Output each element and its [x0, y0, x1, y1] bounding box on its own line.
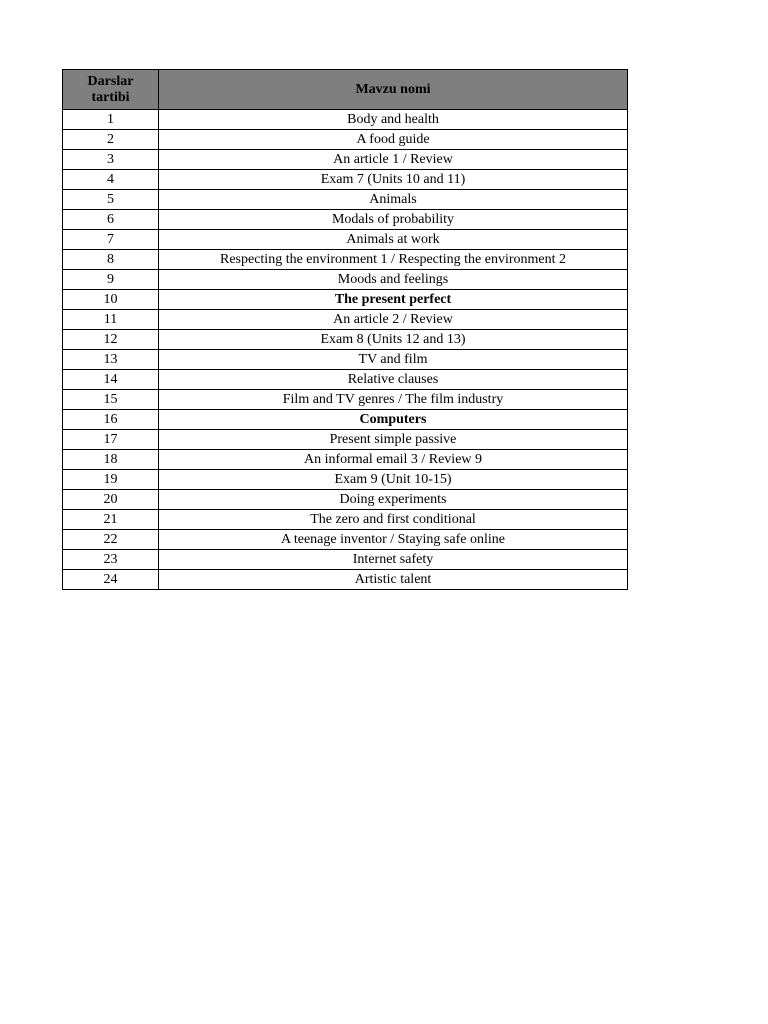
table-row: [63, 370, 628, 390]
table-row: [63, 490, 628, 510]
lesson-topic-cell: The zero and first conditional: [159, 510, 628, 530]
lesson-topic-cell: Internet safety: [159, 550, 628, 570]
lesson-number-cell: 6: [63, 210, 159, 230]
lesson-topic-cell: Film and TV genres / The film industry: [159, 390, 628, 410]
lesson-topic-cell: TV and film: [159, 350, 628, 370]
lesson-number-cell: 8: [63, 250, 159, 270]
lesson-topic-cell: A food guide: [159, 130, 628, 150]
header-topic-name: Mavzu nomi: [159, 70, 628, 110]
table-header: [63, 70, 628, 110]
table-row: [63, 250, 628, 270]
table-row: [63, 210, 628, 230]
lesson-number-cell: 3: [63, 150, 159, 170]
table-body: [63, 110, 628, 590]
lesson-number-cell: 13: [63, 350, 159, 370]
header-row: [63, 70, 628, 110]
lesson-topic-cell: Modals of probability: [159, 210, 628, 230]
lesson-topic-cell: An article 1 / Review: [159, 150, 628, 170]
lesson-topic-cell: Present simple passive: [159, 430, 628, 450]
lesson-number-cell: 16: [63, 410, 159, 430]
lesson-number-cell: 20: [63, 490, 159, 510]
table-row: [63, 410, 628, 430]
lesson-topic-cell: Exam 7 (Units 10 and 11): [159, 170, 628, 190]
lesson-topic-cell: Body and health: [159, 110, 628, 130]
header-lesson-order: [63, 70, 159, 110]
table-row: [63, 150, 628, 170]
table-row: [63, 130, 628, 150]
lesson-topic-cell: Computers: [159, 410, 628, 430]
lesson-number-cell: 19: [63, 470, 159, 490]
table-row: [63, 310, 628, 330]
table-row: [63, 330, 628, 350]
table-row: [63, 270, 628, 290]
table-row: [63, 350, 628, 370]
lesson-number-cell: 5: [63, 190, 159, 210]
lessons-table: [62, 69, 628, 590]
lesson-number-cell: 18: [63, 450, 159, 470]
table-row: [63, 510, 628, 530]
lesson-topic-cell: The present perfect: [159, 290, 628, 310]
table-row: [63, 470, 628, 490]
lesson-number-cell: 9: [63, 270, 159, 290]
lesson-number-cell: 1: [63, 110, 159, 130]
lesson-number-cell: 23: [63, 550, 159, 570]
lesson-number-cell: 14: [63, 370, 159, 390]
lesson-topic-cell: Artistic talent: [159, 570, 628, 590]
lesson-topic-cell: Moods and feelings: [159, 270, 628, 290]
table-row: [63, 230, 628, 250]
header-lesson-order-line1: Darslar: [87, 73, 134, 89]
lesson-number-cell: 4: [63, 170, 159, 190]
table-row: [63, 530, 628, 550]
lesson-number-cell: 24: [63, 570, 159, 590]
lesson-number-cell: 15: [63, 390, 159, 410]
lesson-topic-cell: Animals: [159, 190, 628, 210]
lesson-topic-cell: Exam 8 (Units 12 and 13): [159, 330, 628, 350]
lesson-number-cell: 17: [63, 430, 159, 450]
table-row: [63, 390, 628, 410]
table-row: [63, 450, 628, 470]
lesson-number-cell: 21: [63, 510, 159, 530]
lesson-topic-cell: Respecting the environment 1 / Respecting the environment 2: [159, 250, 628, 270]
lesson-topic-cell: An informal email 3 / Review 9: [159, 450, 628, 470]
lesson-number-cell: 7: [63, 230, 159, 250]
table-row: [63, 570, 628, 590]
table-row: [63, 110, 628, 130]
table-row: [63, 290, 628, 310]
lesson-topic-cell: An article 2 / Review: [159, 310, 628, 330]
lesson-topic-cell: Exam 9 (Unit 10-15): [159, 470, 628, 490]
lesson-number-cell: 22: [63, 530, 159, 550]
lesson-number-cell: 12: [63, 330, 159, 350]
lesson-topic-cell: Animals at work: [159, 230, 628, 250]
table-row: [63, 430, 628, 450]
lesson-number-cell: 10: [63, 290, 159, 310]
header-lesson-order-line2: tartibi: [91, 89, 130, 105]
table-row: [63, 550, 628, 570]
lesson-topic-cell: A teenage inventor / Staying safe online: [159, 530, 628, 550]
lesson-topic-cell: Doing experiments: [159, 490, 628, 510]
lesson-topic-cell: Relative clauses: [159, 370, 628, 390]
lesson-number-cell: 11: [63, 310, 159, 330]
lesson-number-cell: 2: [63, 130, 159, 150]
table-row: [63, 190, 628, 210]
table-row: [63, 170, 628, 190]
